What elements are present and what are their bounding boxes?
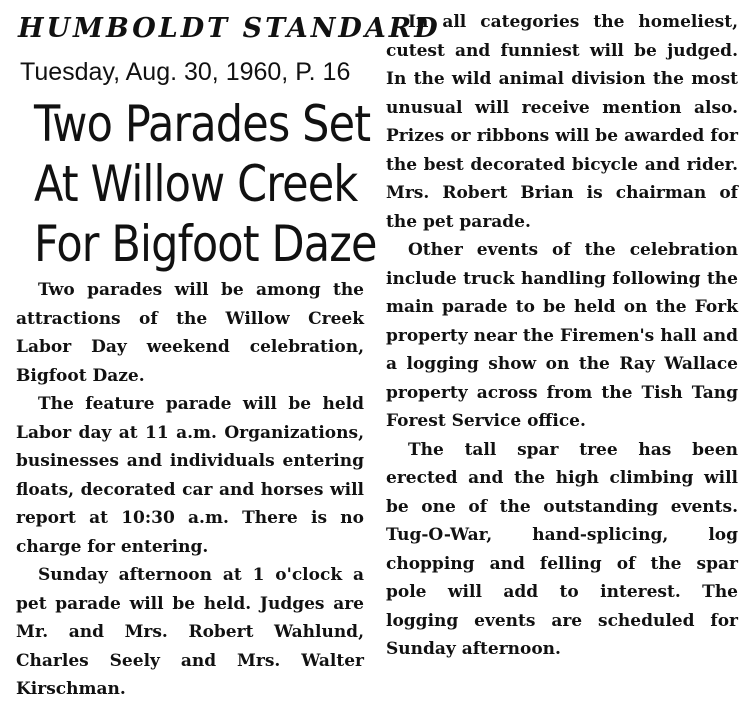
paragraph: The tall spar tree has been erected and the high climbing will be one of the outstanding events. Tug-O-War, hand-splicing, log chopping and felling of the spar pole will add to interest. The logging events are scheduled for Sunday afternoon. — [386, 439, 738, 659]
headline-line-1: Two Parades Set — [34, 95, 371, 153]
paragraph: The feature parade will be held Labor day at 11 a.m. Organizations, businesses and individuals entering floats, decorated car and horses will report at 10:30 a.m. There is no charge for entering. — [16, 394, 364, 557]
masthead: HUMBOLDT STANDARD — [18, 13, 441, 44]
left-column — [10, 0, 441, 704]
paragraph: In all categories the homeliest, cutest and funniest will be judged. In the wild animal division the most unusual will receive mention also. Prizes or ribbons will be awarded for the best decorated bicycle and rider. Mrs. Robert Brian is chairman of the pet parade. — [386, 12, 738, 232]
left-article-body — [10, 276, 366, 704]
paragraph: Two parades will be among the attractions of the Willow Creek Labor Day weekend celebration, Bigfoot Daze. — [16, 280, 364, 386]
headline — [34, 94, 377, 274]
right-column — [386, 0, 738, 664]
paragraph: Sunday afternoon at 1 o'clock a pet parade will be held. Judges are Mr. and Mrs. Robert Wahlund, Charles Seely and Mrs. Walter Kirschman. — [16, 565, 364, 699]
headline-line-3: For Bigfoot Daze — [34, 215, 377, 273]
headline-line-2: At Willow Creek — [34, 155, 358, 213]
right-article-body — [386, 8, 738, 664]
paragraph: Other events of the celebration include truck handling following the main parade to be held on the Fork property near the Firemen's hall and a logging show on the Ray Wallace property across from the Tish Tang Forest Service office. — [386, 240, 738, 431]
dateline: Tuesday, Aug. 30, 1960, P. 16 — [20, 58, 351, 86]
